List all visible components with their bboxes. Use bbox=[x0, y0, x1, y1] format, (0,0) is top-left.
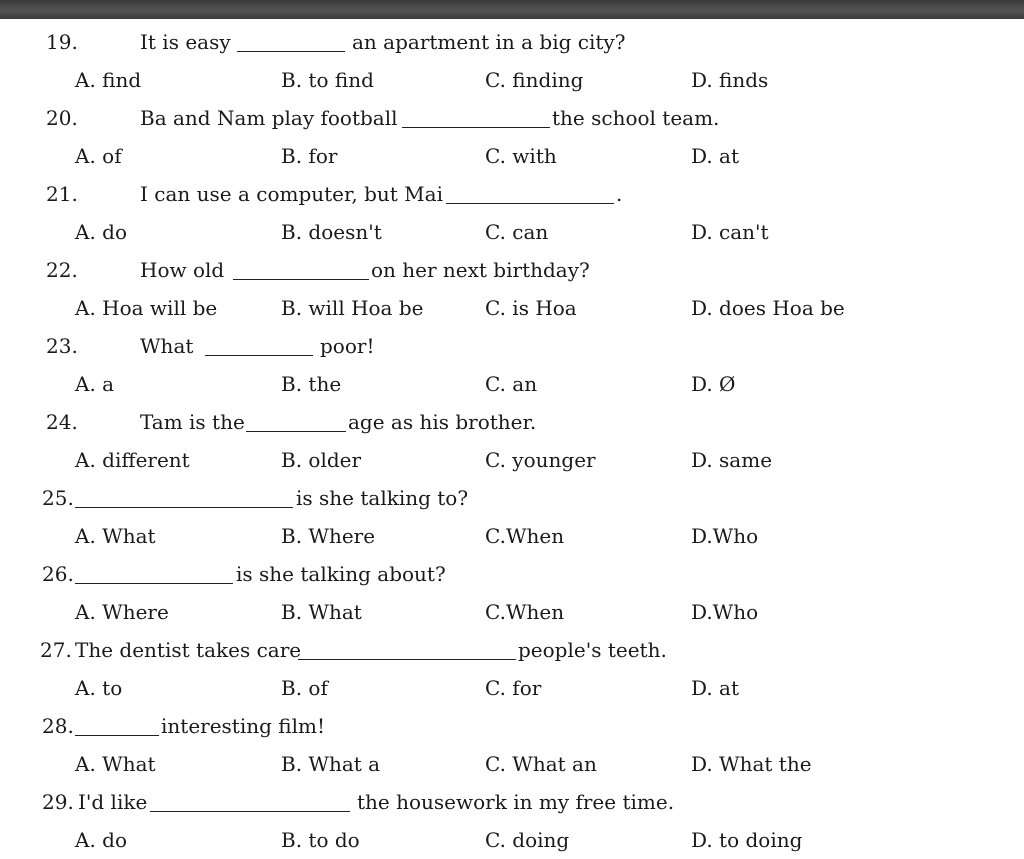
option-c[interactable]: C. is Hoa bbox=[485, 296, 577, 320]
answer-blank[interactable] bbox=[246, 407, 346, 432]
question-text-before-blank: What bbox=[140, 334, 194, 358]
answer-blank[interactable] bbox=[237, 27, 345, 52]
option-a[interactable]: A. a bbox=[75, 372, 115, 396]
window-top-bar bbox=[0, 0, 1024, 19]
question-number: 21. bbox=[46, 182, 78, 206]
option-b[interactable]: B. What bbox=[281, 600, 362, 624]
option-c[interactable]: C.When bbox=[485, 600, 565, 624]
question-text-after-blank: is she talking to? bbox=[296, 486, 469, 510]
question-text-after-blank: poor! bbox=[320, 334, 375, 358]
option-c[interactable]: C. younger bbox=[485, 448, 596, 472]
option-d[interactable]: D. at bbox=[691, 144, 739, 168]
question-text-before-blank: Tam is the bbox=[140, 410, 245, 434]
question-number: 19. bbox=[46, 30, 78, 54]
question-stem bbox=[0, 555, 1024, 593]
answer-blank[interactable] bbox=[402, 103, 550, 128]
question-stem bbox=[0, 251, 1024, 289]
answer-blank[interactable] bbox=[205, 331, 313, 356]
question-number: 24. bbox=[46, 410, 78, 434]
option-c[interactable]: C. for bbox=[485, 676, 542, 700]
question-number: 29. bbox=[42, 790, 74, 814]
question-20 bbox=[0, 99, 1024, 175]
question-stem bbox=[0, 327, 1024, 365]
question-number: 23. bbox=[46, 334, 78, 358]
option-d[interactable]: D. does Hoa be bbox=[691, 296, 845, 320]
option-d[interactable]: D. to doing bbox=[691, 828, 803, 852]
option-b[interactable]: B. will Hoa be bbox=[281, 296, 424, 320]
option-b[interactable]: B. doesn't bbox=[281, 220, 382, 244]
question-number: 28. bbox=[42, 714, 74, 738]
question-text-after-blank: the school team. bbox=[552, 106, 720, 130]
option-d[interactable]: D. same bbox=[691, 448, 773, 472]
question-text-after-blank: on her next birthday? bbox=[371, 258, 590, 282]
option-c[interactable]: C. finding bbox=[485, 68, 584, 92]
question-number: 22. bbox=[46, 258, 78, 282]
option-d[interactable]: D.Who bbox=[691, 524, 759, 548]
question-text-after-blank: is she talking about? bbox=[236, 562, 446, 586]
option-d[interactable]: D. can't bbox=[691, 220, 769, 244]
question-number: 26. bbox=[42, 562, 74, 586]
option-b[interactable]: B. What a bbox=[281, 752, 381, 776]
question-27 bbox=[0, 631, 1024, 707]
option-b[interactable]: B. to do bbox=[281, 828, 360, 852]
option-c[interactable]: C. with bbox=[485, 144, 557, 168]
option-b[interactable]: B. Where bbox=[281, 524, 376, 548]
answer-blank[interactable] bbox=[446, 179, 614, 204]
option-c[interactable]: C. doing bbox=[485, 828, 570, 852]
answer-blank[interactable] bbox=[150, 787, 350, 812]
option-a[interactable]: A. do bbox=[75, 220, 128, 244]
question-stem bbox=[0, 783, 1024, 821]
option-a[interactable]: A. different bbox=[75, 448, 190, 472]
question-stem bbox=[0, 631, 1024, 669]
option-d[interactable]: D. Ø bbox=[691, 372, 736, 396]
answer-options bbox=[0, 517, 1024, 555]
question-text-before-blank: Ba and Nam play football bbox=[140, 106, 398, 130]
option-b[interactable]: B. the bbox=[281, 372, 342, 396]
question-text-before-blank: I can use a computer, but Mai bbox=[140, 182, 443, 206]
option-b[interactable]: B. to find bbox=[281, 68, 374, 92]
answer-options bbox=[0, 441, 1024, 479]
option-b[interactable]: B. of bbox=[281, 676, 328, 700]
answer-options bbox=[0, 669, 1024, 707]
option-d[interactable]: D.Who bbox=[691, 600, 759, 624]
answer-options bbox=[0, 213, 1024, 251]
question-text-before-blank: The dentist takes care bbox=[75, 638, 302, 662]
answer-options bbox=[0, 821, 1024, 859]
question-stem bbox=[0, 175, 1024, 213]
answer-options bbox=[0, 593, 1024, 631]
question-stem bbox=[0, 707, 1024, 745]
question-text-after-blank: . bbox=[616, 182, 623, 206]
option-c[interactable]: C. an bbox=[485, 372, 538, 396]
question-text-before-blank: I'd like bbox=[78, 790, 148, 814]
option-c[interactable]: C. What an bbox=[485, 752, 597, 776]
question-text-after-blank: interesting film! bbox=[161, 714, 326, 738]
question-text-before-blank: It is easy bbox=[140, 30, 231, 54]
option-a[interactable]: A. to bbox=[75, 676, 123, 700]
option-a[interactable]: A. Where bbox=[75, 600, 169, 624]
question-text-after-blank: an apartment in a big city? bbox=[352, 30, 626, 54]
option-a[interactable]: A. do bbox=[75, 828, 128, 852]
option-b[interactable]: B. for bbox=[281, 144, 338, 168]
option-d[interactable]: D. What the bbox=[691, 752, 812, 776]
question-stem bbox=[0, 23, 1024, 61]
question-stem bbox=[0, 479, 1024, 517]
exercise-sheet bbox=[0, 23, 1024, 859]
option-a[interactable]: A. Hoa will be bbox=[75, 296, 218, 320]
answer-blank[interactable] bbox=[75, 559, 233, 584]
answer-blank[interactable] bbox=[75, 483, 293, 508]
answer-options bbox=[0, 61, 1024, 99]
question-24 bbox=[0, 403, 1024, 479]
option-c[interactable]: C. can bbox=[485, 220, 549, 244]
question-text-before-blank: How old bbox=[140, 258, 225, 282]
answer-blank[interactable] bbox=[298, 635, 516, 660]
answer-blank[interactable] bbox=[233, 255, 369, 280]
question-stem bbox=[0, 403, 1024, 441]
option-d[interactable]: D. at bbox=[691, 676, 739, 700]
question-text-after-blank: the housework in my free time. bbox=[357, 790, 675, 814]
question-19 bbox=[0, 23, 1024, 99]
answer-options bbox=[0, 289, 1024, 327]
question-22 bbox=[0, 251, 1024, 327]
question-21 bbox=[0, 175, 1024, 251]
answer-options bbox=[0, 745, 1024, 783]
answer-blank[interactable] bbox=[75, 711, 159, 736]
option-d[interactable]: D. finds bbox=[691, 68, 769, 92]
answer-options bbox=[0, 365, 1024, 403]
question-text-after-blank: age as his brother. bbox=[348, 410, 537, 434]
question-29 bbox=[0, 783, 1024, 859]
answer-options bbox=[0, 137, 1024, 175]
question-number: 25. bbox=[42, 486, 74, 510]
option-b[interactable]: B. older bbox=[281, 448, 362, 472]
option-c[interactable]: C.When bbox=[485, 524, 565, 548]
question-stem bbox=[0, 99, 1024, 137]
question-text-after-blank: people's teeth. bbox=[518, 638, 667, 662]
option-a[interactable]: A. What bbox=[75, 752, 156, 776]
question-number: 20. bbox=[46, 106, 78, 130]
question-23 bbox=[0, 327, 1024, 403]
option-a[interactable]: A. find bbox=[75, 68, 142, 92]
question-26 bbox=[0, 555, 1024, 631]
question-number: 27. bbox=[40, 638, 72, 662]
question-25 bbox=[0, 479, 1024, 555]
option-a[interactable]: A. What bbox=[75, 524, 156, 548]
option-a[interactable]: A. of bbox=[75, 144, 122, 168]
question-28 bbox=[0, 707, 1024, 783]
